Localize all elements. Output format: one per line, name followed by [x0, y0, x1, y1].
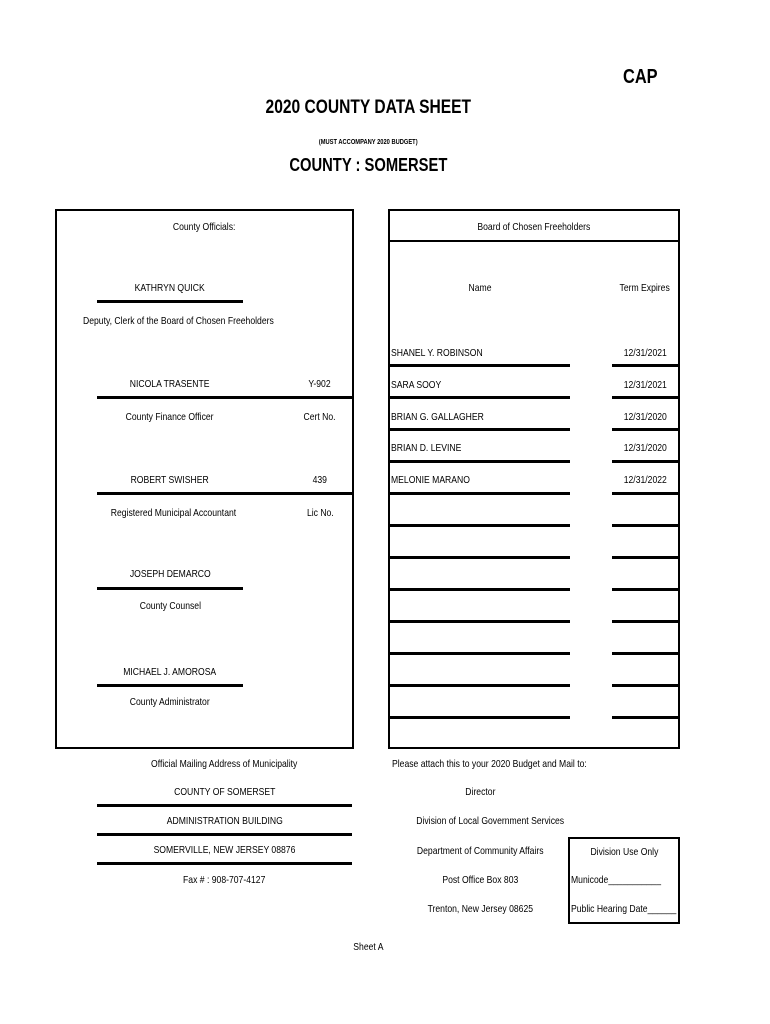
freeholder-name-line — [390, 460, 570, 463]
freeholder-name: BRIAN G. GALLAGHER — [391, 411, 484, 423]
freeholder-term: 12/31/2021 — [623, 347, 667, 359]
freeholder-term: 12/31/2021 — [623, 379, 667, 391]
freeholder-name-line — [390, 620, 570, 623]
freeholder-name: BRIAN D. LEVINE — [391, 442, 462, 454]
cfo-cert: Y-902 — [308, 378, 332, 390]
counsel-title: County Counsel — [139, 600, 201, 612]
county-name: COUNTY : SOMERSET — [288, 155, 448, 175]
freeholder-name-line — [390, 716, 570, 719]
counsel-underline — [97, 587, 243, 590]
freeholder-name-line — [390, 652, 570, 655]
freeholder-name-line — [390, 396, 570, 399]
freeholder-term-line — [612, 588, 678, 591]
send-to-line1: Director — [464, 786, 496, 798]
freeholder-term-line — [612, 684, 678, 687]
mailing-line1-underline — [97, 804, 352, 807]
rma-underline — [97, 492, 352, 495]
freeholder-term-line — [612, 460, 678, 463]
send-to-heading: Please attach this to your 2020 Budget and Mail to: — [392, 758, 587, 770]
mailing-line1: COUNTY OF SOMERSET — [173, 786, 276, 798]
freeholder-term-line — [612, 716, 678, 719]
send-to-line3: Department of Community Affairs — [416, 845, 544, 857]
send-to-line5: Trenton, New Jersey 08625 — [427, 903, 533, 915]
freeholder-term-line — [612, 652, 678, 655]
freeholder-term-line — [612, 620, 678, 623]
freeholder-term-line — [612, 524, 678, 527]
division-use-heading: Division Use Only — [590, 846, 658, 858]
freeholder-name: MELONIE MARANO — [391, 474, 470, 486]
cfo-underline — [97, 396, 352, 399]
send-to-line2: Division of Local Government Services — [416, 815, 565, 827]
freeholder-term-line — [612, 556, 678, 559]
freeholder-name-line — [390, 524, 570, 527]
freeholders-heading-divider — [388, 240, 680, 242]
freeholder-name-line — [390, 364, 570, 367]
freeholder-term-line — [612, 492, 678, 495]
rma-name: ROBERT SWISHER — [130, 474, 210, 486]
sheet-label: Sheet A — [352, 941, 384, 953]
mailing-fax: Fax # : 908-707-4127 — [183, 874, 266, 886]
freeholder-name-line — [390, 684, 570, 687]
freeholders-col-term: Term Expires — [619, 282, 671, 294]
freeholder-term-line — [612, 364, 678, 367]
clerk-name: KATHRYN QUICK — [134, 282, 206, 294]
counsel-name: JOSEPH DEMARCO — [129, 568, 211, 580]
freeholder-name-line — [390, 588, 570, 591]
rma-title: Registered Municipal Accountant — [110, 507, 237, 519]
clerk-underline — [97, 300, 243, 303]
mailing-heading: Official Mailing Address of Municipality — [151, 758, 298, 770]
cfo-cert-label: Cert No. — [303, 411, 337, 423]
admin-title: County Administrator — [130, 696, 210, 708]
freeholder-term-line — [612, 396, 678, 399]
freeholder-name-line — [390, 556, 570, 559]
mailing-line2: ADMINISTRATION BUILDING — [166, 815, 283, 827]
cfo-title: County Finance Officer — [126, 411, 214, 423]
freeholder-name-line — [390, 428, 570, 431]
freeholder-term: 12/31/2020 — [623, 411, 667, 423]
freeholder-term: 12/31/2022 — [623, 474, 667, 486]
county-officials-heading: County Officials: — [173, 221, 236, 233]
page-subtitle: (MUST ACCOMPANY 2020 BUDGET) — [318, 139, 418, 146]
cap-label: CAP — [623, 66, 658, 88]
admin-name: MICHAEL J. AMOROSA — [123, 666, 217, 678]
rma-lic-label: Lic No. — [306, 507, 334, 519]
freeholder-name: SHANEL Y. ROBINSON — [391, 347, 483, 359]
mailing-line3-underline — [97, 862, 352, 865]
page-title: 2020 COUNTY DATA SHEET — [265, 97, 471, 118]
municode-field: Municode___________ — [571, 874, 662, 886]
mailing-line3: SOMERVILLE, NEW JERSEY 08876 — [153, 844, 296, 856]
public-hearing-date-field: Public Hearing Date______ — [571, 903, 677, 915]
freeholder-term-line — [612, 428, 678, 431]
freeholder-name-line — [390, 492, 570, 495]
send-to-line4: Post Office Box 803 — [442, 874, 518, 886]
freeholder-term: 12/31/2020 — [623, 442, 667, 454]
mailing-line2-underline — [97, 833, 352, 836]
clerk-title: Deputy, Clerk of the Board of Chosen Freeholders — [83, 315, 274, 327]
freeholders-col-name: Name — [468, 282, 492, 294]
admin-underline — [97, 684, 243, 687]
freeholders-heading: Board of Chosen Freeholders — [477, 221, 591, 233]
rma-lic: 439 — [312, 474, 328, 486]
cfo-name: NICOLA TRASENTE — [130, 378, 210, 390]
freeholder-name: SARA SOOY — [391, 379, 442, 391]
